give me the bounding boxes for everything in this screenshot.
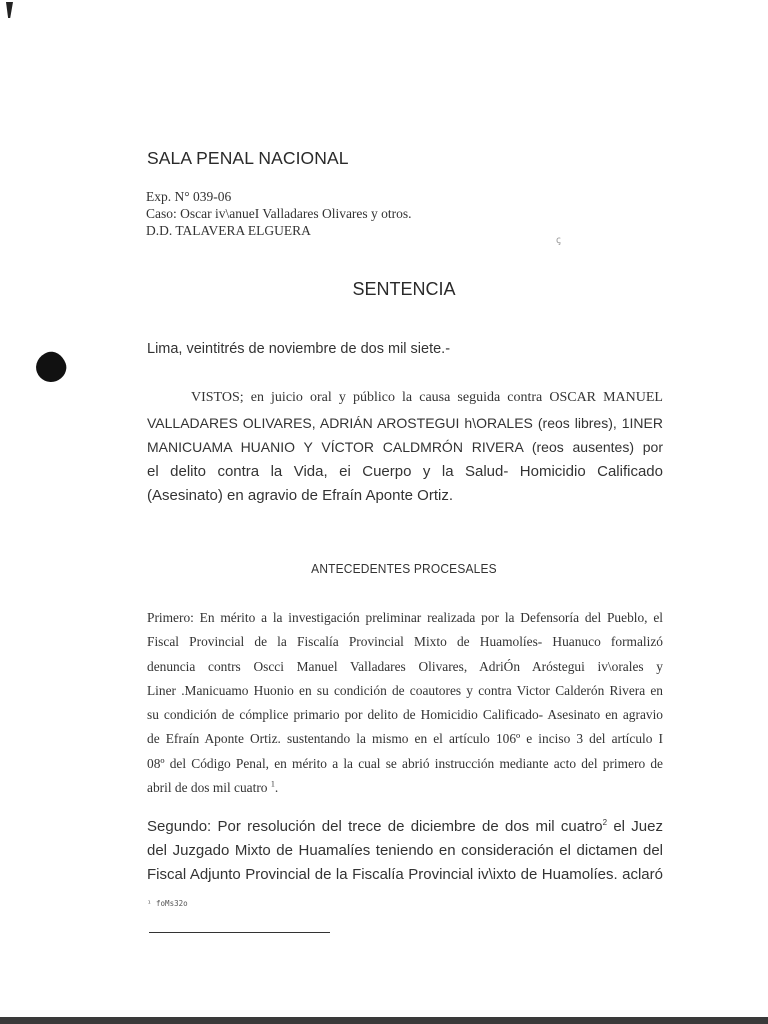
court-name: SALA PENAL NACIONAL	[147, 148, 349, 168]
case-info	[146, 188, 412, 239]
primero-paragraph	[147, 606, 663, 800]
vistos-paragraph	[147, 386, 663, 509]
page-bottom-edge	[0, 1017, 768, 1024]
date-line: Lima, veintitrés de noviembre de dos mil siete.-	[147, 341, 451, 357]
primero-line: Liner .Manicuamo Huonio en su condición de coautores y contra Victor Calderón Rivera en	[147, 682, 663, 698]
footnote-text: ¹ foMs32o	[147, 899, 188, 908]
document-title: SENTENCIA	[352, 279, 456, 299]
segundo-paragraph	[147, 815, 663, 887]
footnote-divider	[149, 932, 330, 933]
vistos-line: (Asesinato) en agravio de Efraín Aponte Ortiz.	[147, 487, 453, 504]
segundo-line: Fiscal Adjunto Provincial de la Fiscalía Provincial iv\ixto de Huamolíes. aclaró	[147, 866, 663, 883]
segundo-line-text: Segundo: Por resolución del trece de diciembre de dos mil cuatro	[147, 818, 603, 835]
vistos-line: VALLADARES OLIVARES, ADRIÁN AROSTEGUI h\ORALES (reos libres), 1INER	[147, 414, 663, 431]
case-title: Caso: Oscar iv\anueI Valladares Olivares y otros.	[146, 206, 412, 221]
expedient-number: Exp. N° 039-06	[146, 189, 232, 204]
primero-line: Primero: En mérito a la investigación preliminar realizada por la Defensoría del Pueblo, el	[147, 610, 663, 625]
footnote-ref: 1	[270, 779, 275, 789]
primero-line: denuncia contrs Oscci Manuel Valladares Olivares, AdriÓn Aróstegui iv\orales y	[147, 658, 663, 674]
ink-blot	[32, 348, 70, 386]
primero-line: Fiscal Provincial de la Fiscalía Provincial Mixto de Huamolíes- Huanuco formalizó	[147, 634, 663, 650]
primero-line: su condición de cómplice primario por delito de Homicidio Calificado- Asesinato en agravio	[147, 707, 663, 723]
footnote-ref: 2	[602, 818, 608, 827]
primero-line: 08º del Código Penal, en mérito a la cual se abrió instrucción mediante acto del primero de	[147, 755, 663, 771]
segundo-line: del Juzgado Mixto de Huamalíes teniendo en consideración el dictamen del	[147, 842, 663, 859]
segundo-line-text: el Juez	[607, 818, 663, 835]
section-heading: ANTECEDENTES PROCESALES	[311, 561, 497, 576]
primero-line-text: abril de dos mil cuatro	[147, 780, 268, 796]
primero-line: de Efraín Aponte Ortiz. sustentando la mismo en el artículo 106º e inciso 3 del artículo I	[147, 731, 663, 747]
vistos-line: MANICUAMA HUANIO Y VÍCTOR CALDMRÓN RIVERA (reos ausentes) por	[147, 439, 663, 455]
scan-speck: ꞔ	[556, 235, 561, 246]
vistos-line: el delito contra la Vida, ei Cuerpo y la Salud- Homicidio Calificado	[147, 462, 663, 480]
primero-line-end: .	[274, 780, 279, 796]
segundo-line	[147, 815, 663, 839]
judge-director: D.D. TALAVERA ELGUERA	[146, 223, 311, 238]
corner-scan-mark	[6, 2, 13, 18]
vistos-line: VISTOS; en juicio oral y público la causa seguida contra OSCAR MANUEL	[191, 390, 663, 405]
primero-line	[147, 776, 663, 800]
